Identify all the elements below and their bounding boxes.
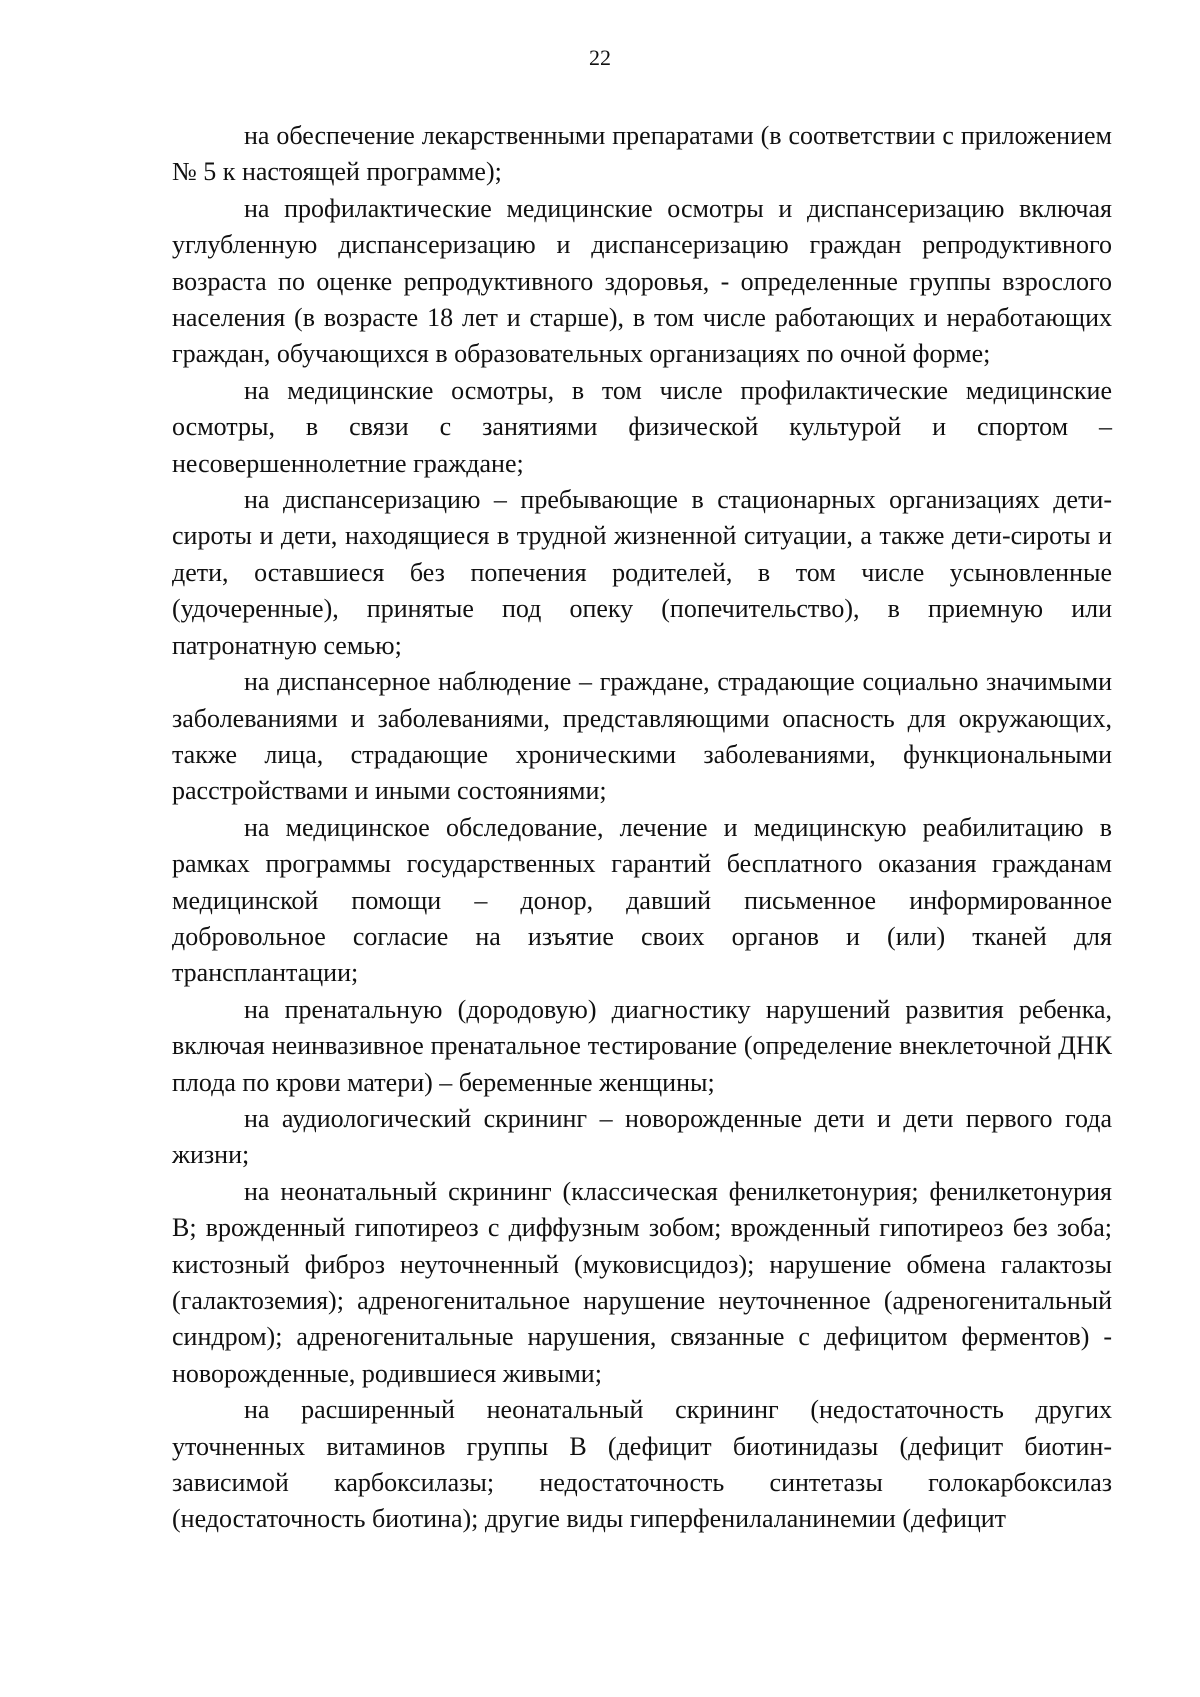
paragraph-dispensary-observation: на диспансерное наблюдение – граждане, страдающие социально значимыми заболеваниями и заболеваниями, представляющими опасность для окружающих, также лица, страдающие хроническими заболеваниями, функциональными расстройствами и иными состояниями; <box>172 667 1112 806</box>
paragraph-orphan-dispensarization: на диспансеризацию – пребывающие в стационарных организациях дети-сироты и дети, находящиеся в трудной жизненной ситуации, а также дети-сироты и дети, оставшиеся без попечения родителей, в том числе усыновленные (удочеренные), принятые под опеку (попечительство), в приемную или патронатную семью; <box>172 485 1112 660</box>
document-body <box>172 118 1112 1538</box>
paragraph-extended-neonatal-screening: на расширенный неонатальный скрининг (недостаточность других уточненных витаминов группы B (дефицит биотинидазы (дефицит биотин-зависимой карбоксилазы; недостаточность синтетазы голокарбоксилаз (недостаточность биотина); другие виды гиперфенилаланинемии (дефицит <box>172 1395 1112 1534</box>
paragraph-audiological-screening: на аудиологический скрининг – новорожденные дети и дети первого года жизни; <box>172 1103 1112 1170</box>
paragraph-neonatal-screening: на неонатальный скрининг (классическая фенилкетонурия; фенилкетонурия B; врожденный гипотиреоз с диффузным зобом; врожденный гипотиреоз без зоба; кистозный фиброз неуточненный (муковисцидоз); нарушение обмена галактозы (галактоземия); адреногенитальное нарушение неуточненное (адреногенитальный синдром); адреногенитальные нарушения, связанные с дефицитом ферментов) - новорожденные, родившиеся живыми; <box>172 1176 1112 1388</box>
paragraph-donor-examination: на медицинское обследование, лечение и медицинскую реабилитацию в рамках программы государственных гарантий бесплатного оказания гражданам медицинской помощи – донор, давший письменное информированное добровольное согласие на изъятие своих органов и (или) тканей для трансплантации; <box>172 812 1112 988</box>
paragraph-prenatal-diagnostics: на пренатальную (дородовую) диагностику нарушений развития ребенка, включая неинвазивное пренатальное тестирование (определение внеклеточной ДНК плода по крови матери) – беременные женщины; <box>172 994 1112 1097</box>
page-number: 22 <box>589 45 611 70</box>
paragraph-preventive-exams: на профилактические медицинские осмотры и диспансеризацию включая углубленную диспансеризацию и диспансеризацию граждан репродуктивного возраста по оценке репродуктивного здоровья, - определенные группы взрослого населения (в возрасте 18 лет и старше), в том числе работающих и неработающих граждан, обучающихся в образовательных организациях по очной форме; <box>172 193 1112 369</box>
paragraph-sports-exams: на медицинские осмотры, в том числе профилактические медицинские осмотры, в связи с занятиями физической культурой и спортом – несовершеннолетние граждане; <box>172 375 1112 478</box>
paragraph-medications: на обеспечение лекарственными препаратами (в соответствии с приложением № 5 к настоящей программе); <box>172 121 1112 187</box>
